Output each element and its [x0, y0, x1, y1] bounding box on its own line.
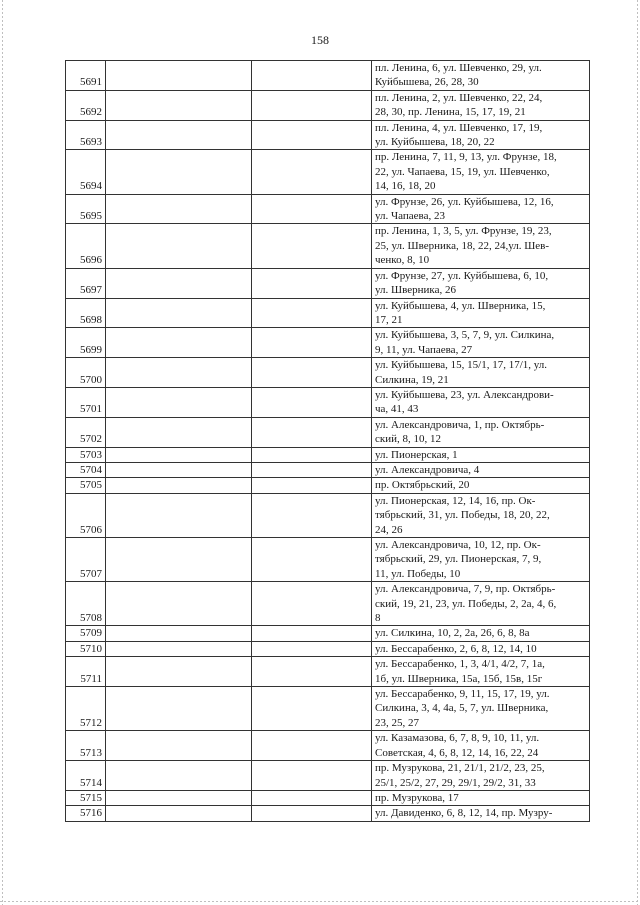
empty-cell [106, 447, 252, 462]
empty-cell [252, 61, 372, 91]
empty-cell [106, 194, 252, 224]
table-row [66, 641, 590, 656]
empty-cell [106, 387, 252, 417]
address-cell: ул. Бессарабенко, 9, 11, 15, 17, 19, ул. Силкина, 3, 4, 4а, 5, 7, ул. Шверника, 23, 25, 27 [372, 687, 590, 731]
empty-cell [106, 790, 252, 805]
address-table [65, 60, 590, 822]
table-row [66, 194, 590, 224]
address-cell: пл. Ленина, 4, ул. Шевченко, 17, 19, ул. Куйбышева, 18, 20, 22 [372, 120, 590, 150]
empty-cell [106, 657, 252, 687]
row-number: 5715 [66, 790, 106, 805]
empty-cell [252, 194, 372, 224]
scan-edge-bottom [0, 901, 640, 902]
empty-cell [106, 328, 252, 358]
empty-cell [106, 268, 252, 298]
table-row [66, 687, 590, 731]
empty-cell [106, 687, 252, 731]
empty-cell [106, 417, 252, 447]
empty-cell [106, 90, 252, 120]
table-row [66, 761, 590, 791]
table-row [66, 298, 590, 328]
scan-edge-left [2, 0, 3, 905]
address-cell: ул. Александровича, 1, пр. Октябрь- ский, 8, 10, 12 [372, 417, 590, 447]
address-cell: ул. Давиденко, 6, 8, 12, 14, пр. Музру- [372, 806, 590, 821]
address-cell: ул. Куйбышева, 15, 15/1, 17, 17/1, ул. Силкина, 19, 21 [372, 358, 590, 388]
row-number: 5694 [66, 150, 106, 194]
empty-cell [106, 150, 252, 194]
empty-cell [106, 61, 252, 91]
page-number: 158 [311, 33, 329, 47]
empty-cell [252, 387, 372, 417]
table-row [66, 493, 590, 537]
empty-cell [252, 358, 372, 388]
empty-cell [252, 462, 372, 477]
empty-cell [106, 761, 252, 791]
address-cell: ул. Куйбышева, 23, ул. Александрови- ча, 41, 43 [372, 387, 590, 417]
empty-cell [106, 120, 252, 150]
table-row [66, 657, 590, 687]
row-number: 5697 [66, 268, 106, 298]
empty-cell [252, 538, 372, 582]
table-row [66, 806, 590, 821]
row-number: 5699 [66, 328, 106, 358]
row-number: 5713 [66, 731, 106, 761]
empty-cell [252, 731, 372, 761]
empty-cell [252, 417, 372, 447]
address-cell: ул. Пионерская, 1 [372, 447, 590, 462]
empty-cell [106, 582, 252, 626]
table-row [66, 731, 590, 761]
row-number: 5698 [66, 298, 106, 328]
table-body [66, 61, 590, 822]
row-number: 5716 [66, 806, 106, 821]
empty-cell [252, 268, 372, 298]
row-number: 5695 [66, 194, 106, 224]
row-number: 5711 [66, 657, 106, 687]
table-row [66, 90, 590, 120]
table-row [66, 61, 590, 91]
empty-cell [106, 478, 252, 493]
empty-cell [106, 224, 252, 268]
empty-cell [252, 120, 372, 150]
table-row [66, 538, 590, 582]
address-cell: ул. Силкина, 10, 2, 2а, 26, 6, 8, 8а [372, 626, 590, 641]
row-number: 5702 [66, 417, 106, 447]
empty-cell [252, 761, 372, 791]
row-number: 5705 [66, 478, 106, 493]
row-number: 5701 [66, 387, 106, 417]
empty-cell [252, 626, 372, 641]
empty-cell [252, 493, 372, 537]
row-number: 5710 [66, 641, 106, 656]
table-row [66, 478, 590, 493]
empty-cell [252, 582, 372, 626]
empty-cell [252, 687, 372, 731]
table-row [66, 417, 590, 447]
table-row [66, 224, 590, 268]
empty-cell [252, 224, 372, 268]
address-cell: ул. Пионерская, 12, 14, 16, пр. Ок- тябрьский, 31, ул. Победы, 18, 20, 22, 24, 26 [372, 493, 590, 537]
address-cell: пр. Музрукова, 21, 21/1, 21/2, 23, 25, 25/1, 25/2, 27, 29, 29/1, 29/2, 31, 33 [372, 761, 590, 791]
row-number: 5714 [66, 761, 106, 791]
address-cell: ул. Бессарабенко, 1, 3, 4/1, 4/2, 7, 1а, 1б, ул. Шверника, 15а, 15б, 15в, 15г [372, 657, 590, 687]
empty-cell [106, 462, 252, 477]
empty-cell [252, 790, 372, 805]
empty-cell [252, 806, 372, 821]
table-row [66, 120, 590, 150]
row-number: 5700 [66, 358, 106, 388]
table-row [66, 328, 590, 358]
address-cell: пл. Ленина, 2, ул. Шевченко, 22, 24, 28, 30, пр. Ленина, 15, 17, 19, 21 [372, 90, 590, 120]
row-number: 5706 [66, 493, 106, 537]
row-number: 5703 [66, 447, 106, 462]
empty-cell [106, 538, 252, 582]
address-cell: пр. Музрукова, 17 [372, 790, 590, 805]
empty-cell [252, 328, 372, 358]
empty-cell [252, 298, 372, 328]
empty-cell [252, 641, 372, 656]
table-row [66, 387, 590, 417]
address-cell: ул. Фрунзе, 27, ул. Куйбышева, 6, 10, ул. Шверника, 26 [372, 268, 590, 298]
address-cell: пр. Ленина, 1, 3, 5, ул. Фрунзе, 19, 23, 25, ул. Шверника, 18, 22, 24,ул. Шев- ченко, 8, 10 [372, 224, 590, 268]
empty-cell [106, 806, 252, 821]
row-number: 5704 [66, 462, 106, 477]
row-number: 5707 [66, 538, 106, 582]
address-cell: пр. Ленина, 7, 11, 9, 13, ул. Фрунзе, 18, 22, ул. Чапаева, 15, 19, ул. Шевченко, 14, 16, 18, 20 [372, 150, 590, 194]
empty-cell [252, 478, 372, 493]
address-cell: ул. Бессарабенко, 2, 6, 8, 12, 14, 10 [372, 641, 590, 656]
table-row [66, 447, 590, 462]
empty-cell [106, 298, 252, 328]
row-number: 5692 [66, 90, 106, 120]
address-cell: ул. Александровича, 4 [372, 462, 590, 477]
address-cell: ул. Фрунзе, 26, ул. Куйбышева, 12, 16, ул. Чапаева, 23 [372, 194, 590, 224]
empty-cell [106, 731, 252, 761]
empty-cell [252, 657, 372, 687]
address-cell: пл. Ленина, 6, ул. Шевченко, 29, ул. Куйбышева, 26, 28, 30 [372, 61, 590, 91]
address-cell: ул. Казамазова, 6, 7, 8, 9, 10, 11, ул. Советская, 4, 6, 8, 12, 14, 16, 22, 24 [372, 731, 590, 761]
empty-cell [252, 150, 372, 194]
table-row [66, 150, 590, 194]
empty-cell [106, 626, 252, 641]
empty-cell [106, 641, 252, 656]
address-cell: ул. Александровича, 10, 12, пр. Ок- тябрьский, 29, ул. Пионерская, 7, 9, 11, ул. Победы, 10 [372, 538, 590, 582]
table-row [66, 626, 590, 641]
empty-cell [106, 493, 252, 537]
address-cell: ул. Куйбышева, 3, 5, 7, 9, ул. Силкина, 9, 11, ул. Чапаева, 27 [372, 328, 590, 358]
empty-cell [252, 90, 372, 120]
address-cell: ул. Куйбышева, 4, ул. Шверника, 15, 17, 21 [372, 298, 590, 328]
table-row [66, 790, 590, 805]
table-row [66, 582, 590, 626]
address-cell: пр. Октябрьский, 20 [372, 478, 590, 493]
row-number: 5696 [66, 224, 106, 268]
empty-cell [106, 358, 252, 388]
empty-cell [252, 447, 372, 462]
address-cell: ул. Александровича, 7, 9, пр. Октябрь- ский, 19, 21, 23, ул. Победы, 2, 2а, 4, 6, 8 [372, 582, 590, 626]
table-row [66, 358, 590, 388]
table-row [66, 268, 590, 298]
row-number: 5708 [66, 582, 106, 626]
row-number: 5712 [66, 687, 106, 731]
row-number: 5693 [66, 120, 106, 150]
scan-edge-right [637, 0, 638, 905]
table-row [66, 462, 590, 477]
row-number: 5691 [66, 61, 106, 91]
row-number: 5709 [66, 626, 106, 641]
